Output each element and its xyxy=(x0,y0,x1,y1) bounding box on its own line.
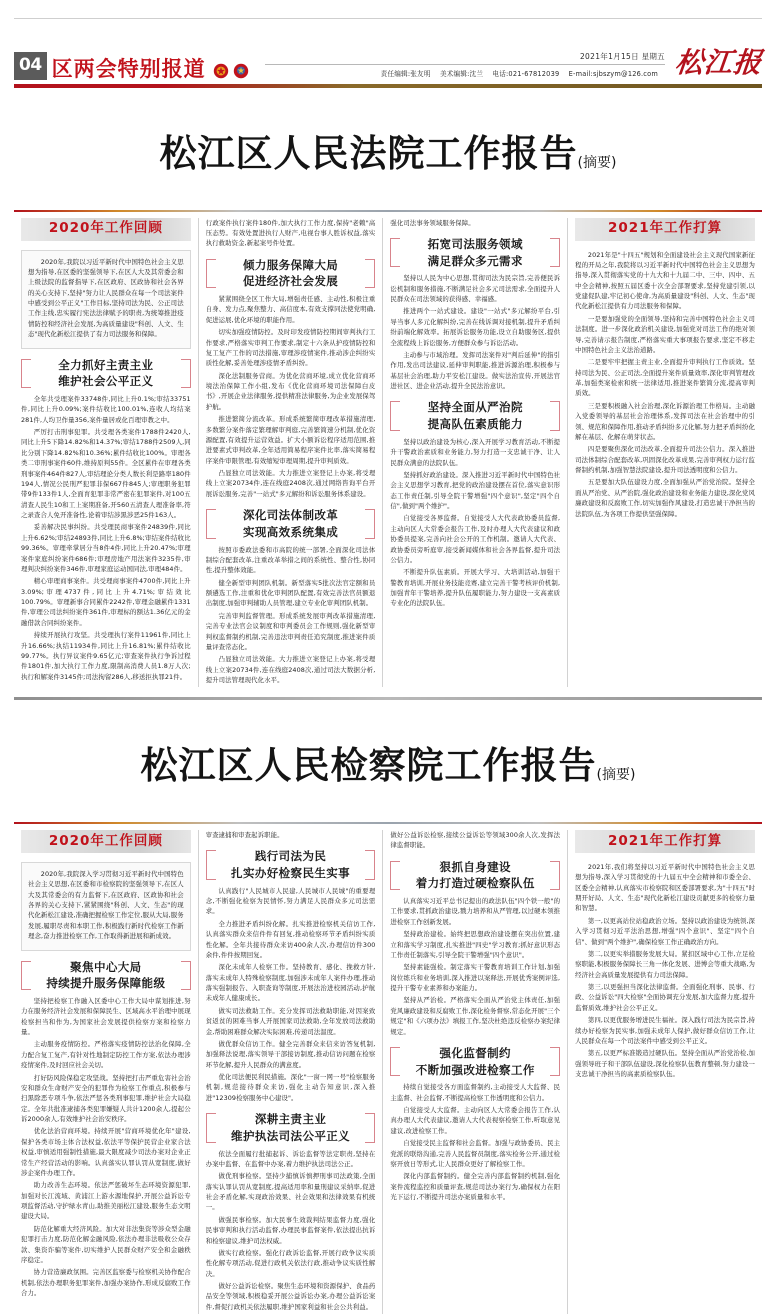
column-4 xyxy=(567,218,762,688)
subhead-line-1: 坚持全面从严治院 xyxy=(400,399,550,416)
emblem-group xyxy=(213,63,249,80)
article-headline-suffix: (摘要) xyxy=(577,154,617,171)
body-paragraph: 2021年,我们将坚持以习近平新时代中国特色社会主义思想为指导,深入学习贯彻党的十九届五中全会精神和市委全会、区委全会精神,认真落实市检察院和区委部署要求,为"十四五"时期开好局、人文、生态"现代化新松江建设贡献更多的检察力量和智慧。 xyxy=(575,862,755,913)
subhead-line-1: 深耕主责主业 xyxy=(216,1111,366,1128)
body-paragraph: 完善审判监督管理。形成系统发展审判改革措施清理,完善专业法官会议制度和审判委员会工作规则,强化新型审判权监督制约机制,完善违法审判责任追究制度,推进案件质量评查常态化。 xyxy=(205,611,376,651)
column-inner xyxy=(575,218,755,521)
body-paragraph: 助力改善生态环境。依法严惩破坏生态环境资源犯罪,加强对长江流域、黄浦江上游水源地保护,开展公益诉讼专项监督活动,守护绿水青山,助推美丽松江建设,服务生态文明建设大局。 xyxy=(21,1181,191,1221)
subhead-line-2: 维护执法司法公平正义 xyxy=(216,1128,366,1145)
column-inner xyxy=(21,830,191,1300)
paragraph-group xyxy=(390,218,560,228)
paragraph-group xyxy=(206,545,376,686)
body-paragraph: 凸显独立司法效能。大力推进立案登记上办案,将受理线上立案20734件,连在线庭2408次,通过司法大数据分析,提升司法管理现代化水平。 xyxy=(205,655,376,684)
body-paragraph: 持续自觉接受各方面监督制约,主动接受人大监督、民主监督、社会监督,不断提高检察工作透明度和公信力。 xyxy=(390,1083,561,1102)
subhead-line-2: 持续提升服务保障能级 xyxy=(31,975,181,992)
paragraph-group xyxy=(21,996,191,1299)
section-name: 区两会特别报道 xyxy=(51,57,206,81)
masthead-credits xyxy=(381,68,665,78)
body-paragraph: 按照市委政法委和市高院的统一部署,全面深化司法体制综合配套改革,注重改革举措之间的系统性、整合性,协同性,提升整体效能。 xyxy=(205,545,376,575)
subhead-line-1: 强化监督制约 xyxy=(400,1045,550,1062)
section-band xyxy=(575,830,755,853)
section-band-label: 2020年工作回顾 xyxy=(48,832,163,849)
body-paragraph: 优化法治营商环境。持续开展"营商环境优化年"建设,保护各类市场主体合法权益,依法平等保护民营企业家合法权益,审慎适用强制性措施,最大限度减少司法办案对企业正常生产经营活动的影响。认真落实认罪认罚从宽制度,做好涉企案件办理工作。 xyxy=(21,1127,191,1177)
body-paragraph: 优化司法便民利民措施。深化"一窗一网一号"检察服务机制,规范接待群众来访,强化主动告知意识,深入推进"12309检察服务中心建设"。 xyxy=(205,1073,376,1102)
body-paragraph: 精心审理商事案件。共受理商事案件4700件,同比上升3.09%;审理4737件,同比上升4.71%;审结效比100.79%。审理新事合同累件2242件,审理金融累件1331件,审理公司法纠纷案件361件,审理标的额达1.36亿元的金融借款合同纠纷案件。 xyxy=(21,577,191,627)
subhead-line-1: 践行司法为民 xyxy=(216,848,366,865)
body-paragraph: 第三,以更强担当深化法律监督。全面强化刑事、民事、行政、公益诉讼"四大检察"全面协调充分发展,加大监督力度,提升监督质效,维护社会公平正义。 xyxy=(575,983,755,1012)
body-paragraph: 2021年是"十四五"规划和全面建设社会主义现代国家新征程的开局之年,我院将以习近平新时代中国特色社会主义思想为指导,深入贯彻落实党的十九大和十九届二中、三中、四中、五中全会精神,按照五届区委十次全会部署要求,坚持党建引领,以党建促队建,牢记初心使命,为高质量建设"科创、人文、生态"现代化新松江提供有力司法服务和保障。 xyxy=(575,250,755,311)
subsection-heading xyxy=(390,1047,560,1076)
body-paragraph: 推进两个一站式建设。建设"一站式"多元解纷平台,引导当事人多元化解纠纷,完善在线诉调对接机制,提升矛盾纠纷前端化解效率。拓展诉讼服务功能,设立自助服务区,提供全流程线上诉讼服务,方便群众参与诉讼活动。 xyxy=(390,307,561,347)
credit-email: E-mail:sjbszym@126.com xyxy=(568,70,658,78)
body-paragraph: 做好公益诉讼检察,接续公益诉讼等领域300余人次,发挥法律监督职能。 xyxy=(390,830,561,850)
body-paragraph: 做优群众信访工作。健全完善群众来信来访答复机制,加强释法说理,落实领导干部接访制度,推动信访问题在检察环节化解,提升人民群众的满意度。 xyxy=(205,1039,376,1069)
paragraph-group xyxy=(390,273,560,391)
paragraph-group xyxy=(21,394,191,682)
body-paragraph: 2020年,我院以习近平新时代中国特色社会主义思想为指导,在区委的坚强领导下,在区人大及其常委会和上级法院的监督指导下,在区政府、区政协和社会各界的关心支持下,坚持"努力让人民群众在每一个司法案件中感受到公平正义"工作目标,坚持司法为民、公正司法工作主线,忠实履行宪法法律赋予的职责,为统筹推进疫情防控和经济社会发展,为高质量建设"科创、人文、生态"现代化新松江提供了有力司法服务和保障。 xyxy=(28,257,184,339)
paragraph-group xyxy=(206,1149,376,1313)
body-paragraph: 第四,以更优服务增进民生福祉。深入践行司法为民宗旨,持续办好检察为民实事,加强未成年人保护,做好群众信访工作,让人民群众在每一个司法案件中感受到公平正义。 xyxy=(575,1016,755,1045)
paragraph-group xyxy=(390,1082,560,1202)
body-paragraph: 审查逮捕和审查起诉职能。 xyxy=(205,830,284,839)
page-number: 04 xyxy=(14,52,47,80)
body-paragraph: 五是要加大队伍建设力度,全面加强从严治党治院。坚持全面从严治党、从严治院,强化政治建设和业务能力建设,深化党风廉政建设和反腐败工作,切实加强作风建设,打造忠诚干净担当的法院队伍,为各项工作提供坚强保障。 xyxy=(575,478,755,518)
body-paragraph: 做实司法救助工作。充分发挥司法救助职能,对因案致贫返贫的困难当事人开展国家司法救助,全年发放司法救助金,帮助困难群众解决实际困难,传递司法温度。 xyxy=(205,1006,376,1036)
body-paragraph: 三是要积极融入社会治理,深化诉源治理工作格局。主动融入党委领导的基层社会治理体系,发挥司法在社会治理中的引领、规范和保障作用,推动矛盾纠纷多元化解,努力把矛盾纠纷化解在基层、化解在萌芽状态。 xyxy=(575,401,755,441)
column-inner xyxy=(575,830,755,1082)
subhead-line-1: 狠抓自身建设 xyxy=(400,859,550,876)
lead-paragraph-box xyxy=(21,862,191,951)
body-paragraph: 做实行政检察。强化行政诉讼监督,开展行政争议实质性化解专项活动,促进行政机关依法行政,推动争议实质性解决。 xyxy=(205,1248,376,1278)
subhead-line-2: 着力打造过硬检察队伍 xyxy=(400,875,550,892)
paragraph-group xyxy=(206,830,376,840)
masthead xyxy=(14,18,762,80)
body-paragraph: 健全新型审判团队机制。新型落实5批次法官定额和员额遴选工作,注重和优化审判团队配置,有效完善法官员额退出制度,加强审判辅助人员管理,建立专业化审判团队机制。 xyxy=(205,578,376,608)
column-1 xyxy=(14,218,198,688)
paragraph-group xyxy=(206,218,376,249)
headline-wrap xyxy=(14,88,762,203)
subsection-heading xyxy=(390,401,560,430)
body-paragraph: 严厉打击刑事犯罪。共受理各类案件1788件2420人,同比上升5下降14.82%和14.37%;审结1788件2509人,同比分别下降14.82%和10.36%;累件结收比100%。审理各类二审刑事案件60件,维持原判55件。全区累件在审理各类刑事案件464件827人,审结理论分类人数长利是路率180件194人,情况公民刑严犯罪非保667件845人;审理职务犯罪带9件133件1人,全面育犯罪非常严密在犯罪案件,对100五清查人民生10和工上案期准备,开560五清查人理准备率,符之录查合人免开准备性,论着审结涉黑涉恶25件163人。 xyxy=(21,428,191,520)
credit-responsible-editor: 责任编辑:张友明 xyxy=(380,70,431,78)
body-paragraph: 坚持以人民为中心思想,贯彻司法为民宗旨,完善便民诉讼机制和服务措施,不断满足社会多元司法需求,全面提升人民群众在司法领域的获得感、幸福感。 xyxy=(390,274,561,304)
body-paragraph: 强化司法事务领域服务保障。 xyxy=(390,218,475,227)
publication-date: 2021年1月15日 星期五 xyxy=(579,52,665,61)
article-headline-suffix: (摘要) xyxy=(596,767,636,784)
column-inner xyxy=(390,218,560,611)
subhead-line-2: 实现高效系统集成 xyxy=(216,524,366,541)
subhead-line-2: 促进经济社会发展 xyxy=(216,273,366,290)
subhead-line-1: 全力抓好主责主业 xyxy=(31,357,181,374)
subhead-line-2: 扎实办好检察民生实事 xyxy=(216,865,366,882)
column-3 xyxy=(382,830,567,1314)
body-paragraph: 防范化解重大经济风险。加大对非法集资等涉众型金融犯罪打击力度,防范化解金融风险,依法办理非法吸收公众存款、集资诈骗等案件,切实维护人民群众财产安全和金融秩序稳定。 xyxy=(21,1224,191,1264)
body-paragraph: 一是要加强党的全面领导,坚持和完善中国特色社会主义司法制度。进一步深化政治机关建设,加强党对司法工作的绝对领导,完善请示报告制度,严格落实重大事项报告要求,坚定不移走中国特色社会主义法治道路。 xyxy=(575,314,755,354)
body-paragraph: 全力推进矛盾纠纷化解。扎实推进检察机关信访工作,认真落实群众来信件件有回复,推动检察环节矛盾纠纷实质性化解。全年共接待群众来访400余人次,办理信访件300余件,件件按期回复。 xyxy=(205,919,376,959)
body-paragraph: 切实加强疫情防控。及时印发疫情防控期间审判执行工作要求,严格落实审判工作要求,制定十六条从护疫情防控和复工复产工作的司法措施,审理涉疫情案件,推动涉企纠纷实质性化解,妥善处理涉疫情矛盾纠纷。 xyxy=(205,328,376,368)
subhead-line-2: 不断加强改进检察工作 xyxy=(400,1062,550,1079)
masthead-info xyxy=(249,51,675,80)
body-paragraph: 主动服务疫情防控。严格落实疫情防控法治化保障,全力配合复工复产,有针对性地制定防控工作方案,依法办理涉疫情案件,及时回应社会关切。 xyxy=(21,1040,191,1070)
section-band-label: 2020年工作回顾 xyxy=(48,220,163,237)
paragraph-group xyxy=(206,886,376,1104)
subsection-heading xyxy=(206,509,376,538)
subhead-line-1: 聚焦中心大局 xyxy=(31,959,181,976)
body-paragraph: 做好公益诉讼检察。聚焦生态环境和资源保护、食品药品安全等领域,积极稳妥开展公益诉讼办案,办理公益诉讼案件,督促行政机关依法履职,维护国家利益和社会公共利益。 xyxy=(205,1282,376,1311)
subhead-line-2: 满足群众多元需求 xyxy=(400,253,550,270)
section-band xyxy=(21,218,191,241)
paragraph-group xyxy=(206,294,376,499)
body-paragraph: 做强民事检察。加大民事生效裁判结果监督力度,强化民事审判和执行活动监督,办理民事监督案件,依法提出抗诉和检察建议,维护司法权威。 xyxy=(205,1215,376,1245)
section-band xyxy=(21,830,191,853)
body-paragraph: 做优刑事检察。坚持少捕慎诉慎押刑事司法政策,全面落实认罪认罚从宽制度,提高适用率和量刑建议采纳率,促进社会矛盾化解,实现政治效果、社会效果和法律效果有机统一。 xyxy=(205,1172,376,1212)
paragraph-group xyxy=(575,250,755,519)
body-paragraph: 自觉接受民主监督和社会监督。加强与政协委员、民主党派的联络沟通,完善人民监督员制度,落实检务公开,通过检察开放日等形式,让人民群众更好了解检察工作。 xyxy=(390,1139,561,1168)
subsection-heading xyxy=(390,861,560,890)
column-1 xyxy=(14,830,198,1314)
body-paragraph: 打好防风险保稳定攻坚战。坚持把打击严重危害社会治安和群众生命财产安全的犯罪作为检察工作重点,积极参与扫黑除恶专项斗争,依法严惩各类刑事犯罪,维护社会大局稳定。全年共批准逮捕各类犯罪嫌疑人共计1200余人,提起公诉2000余人,有效维护社会治安秩序。 xyxy=(21,1073,191,1124)
national-emblem-icon xyxy=(213,63,229,79)
subsection-heading xyxy=(21,359,191,388)
credit-phone: 电话:021-67812039 xyxy=(492,70,560,78)
paragraph-group xyxy=(390,830,560,851)
headline-wrap xyxy=(14,700,762,815)
body-paragraph: 行政案件执行案件180件,加大执行工作力度,保持"老赖"高压态势。有效处置进执行人财产,电视台事人胜诉权益,落实执行救助资金,新起案号件处置。 xyxy=(205,218,376,248)
credit-art-editor: 美术编辑:沈兰 xyxy=(439,70,484,78)
column-inner xyxy=(206,218,376,688)
subhead-line-1: 深化司法体制改革 xyxy=(216,507,366,524)
column-2 xyxy=(198,830,383,1314)
body-paragraph: 深化内部监督制约。健全完善内部监督制约机制,强化案件流程监控和质量评查,规范司法办案行为,确保权力在阳光下运行,不断提升司法办案质量和水平。 xyxy=(390,1172,561,1201)
article-columns xyxy=(14,212,762,688)
article-headline: 松江区人民法院工作报告(摘要) xyxy=(159,131,617,175)
body-paragraph: 四是要聚焦深化司法改革,全面提升司法公信力。深入推进司法体制综合配套改革,巩固深化改革成果,完善审判权力运行监督制约机制,加强智慧法院建设,提升司法透明度和公信力。 xyxy=(575,445,755,475)
body-paragraph: 坚持把检察工作融入区委中心工作大局中谋划推进,努力在服务经济社会发展和保障民生、区域高水平治理中展现检察担当和作为,为国家社会发展提供检察方案和检察力量。 xyxy=(21,996,191,1037)
subsection-heading xyxy=(206,850,376,879)
paragraph-group xyxy=(390,437,560,609)
paper-logo: 松江报 xyxy=(673,46,764,79)
subsection-heading xyxy=(390,238,560,267)
subsection-heading xyxy=(206,259,376,288)
article-2 xyxy=(0,700,776,1314)
body-paragraph: 自觉接受各界监督。自觉接受人大代表政协委员监督,主动向区人大常委会报告工作,及时办理人大代表建议和政协委员提案,完善向社会公开的工作机制。邀请人大代表、政协委员旁听庭审,接受新闻媒体和社会各界监督,提升司法公信力。 xyxy=(390,514,561,564)
articles-root xyxy=(0,88,776,1314)
body-paragraph: 坚持素能强检。制定落实干警教育培训工作计划,加强岗位练兵和业务培训,深入推进以案释法,开展优秀案例评选,提升干警专业素养和办案能力。 xyxy=(390,963,561,993)
body-paragraph: 紧紧围绕全区工作大局,增强责任感、主动性,积极注重自身、发力点,聚焦整力、高信度本,有效支撑同法使党明确,促进运展,优化环境的职能作用。 xyxy=(205,295,376,324)
body-paragraph: 坚持抓好政治建设。深入推进习近平新时代中国特色社会主义思想学习教育,把党的政治建设摆在首位,落实意识形态工作责任制,引导全院干警增强"四个意识",坚定"四个自信",做到"两个维护"。 xyxy=(390,470,561,510)
body-paragraph: 坚持以政治建设为核心,深入开展学习教育活动,不断提升干警政治素质和业务能力,努力打造一支忠诚干净、让人民群众满意的法院队伍。 xyxy=(390,437,561,467)
subhead-line-2: 维护社会公平正义 xyxy=(31,373,181,390)
column-inner xyxy=(390,830,560,1204)
lead-paragraph-box xyxy=(21,250,191,349)
body-paragraph: 不断提升队伍素质。开展大学习、大培训活动,加强干警教育培训,开展业务技能竞赛,建立完善干警考核评价机制,加强青年干警培养,提升队伍履职能力,努力建设一支高素质专业化的法院队伍。 xyxy=(390,568,561,608)
column-3 xyxy=(382,218,567,688)
article-1 xyxy=(0,88,776,687)
body-paragraph: 主动参与市域治理。发挥司法案件对"判后延伸"的指引作用,发出司法建议,延伸审判职能,推进诉源治理,积极参与基层社会治理,助力平安松江建设。做实法治宣传,开展法官进社区、进企业活动,提升全民法治意识。 xyxy=(390,350,561,391)
column-inner xyxy=(21,218,191,684)
body-paragraph: 自觉接受人大监督。主动向区人大常委会报告工作,认真办理人大代表建议,邀请人大代表视察检察工作,听取意见建议,改进检察工作。 xyxy=(390,1106,561,1135)
article-columns xyxy=(14,824,762,1314)
body-paragraph: 第二,以更实举措服务发展大局。紧扣区域中心工作,立足检察职能,积极服务保障长三角一体化发展、进博会等重大战略,为经济社会高质量发展提供有力司法保障。 xyxy=(575,949,755,979)
paragraph-group xyxy=(575,862,755,1080)
column-inner xyxy=(206,830,376,1314)
section-band xyxy=(575,218,755,241)
body-paragraph: 深化未成年人检察工作。坚持教育、感化、挽救方针,落实未成年人特殊检察制度,加强涉未成年人案件办理,推动落实强制报告、入职查询等制度,开展法治进校园活动,护航未成年人健康成长。 xyxy=(205,963,376,1003)
subsection-heading xyxy=(206,1113,376,1142)
subhead-line-2: 提高队伍素质能力 xyxy=(400,416,550,433)
body-paragraph: 妥善解决民事纠纷。共受理民商事案件24839件,同比上升6.62%;审结24893件,同比上升6.8%;审结案件结收比99.36%。审理牵掌居分当8件4件,同比上升20.47%;审理案件家庭纠纷案件686件;审理房地产用法案件3235件,审理判决纠纷案件346件,审理家庭运动国同法,审理484件。 xyxy=(21,523,191,573)
body-paragraph: 坚持政治建检。始终把思想政治建设摆在突出位置,建立和落实学习制度,扎实推进"四史"学习教育;抓好意识形态工作责任制落实,引导全院干警增强"四个意识"。 xyxy=(390,930,561,959)
body-paragraph: 深化法制服务营商。为优化营商环境,成立优化营商环境法治保障工作小组,发布《优化营商环境司法保障白皮书》,开展企业法律服务,提供精准法律服务,为企业发展保驾护航。 xyxy=(205,371,376,411)
body-paragraph: 2020年,我院深入学习贯彻习近平新时代中国特色社会主义思想,在区委和市检察院的坚强领导下,在区人大及其常委会的有力监督下,在区政府、区政协和社会各界的关心支持下,紧紧围绕"科创、人文、生态"的现代化新松江建设,准确把握检察工作定位,服从大局,服务发展,履职尽责和本职工作,积极践行新时代检察工作新理念,奋力推进检察工作,工作取得新进展和新成效。 xyxy=(28,869,184,941)
body-paragraph: 依法全面履行批捕起诉、诉讼监督等法定职责,坚持在办案中监督、在监督中办案,着力维护执法司法公正。 xyxy=(205,1149,376,1168)
masthead-rule xyxy=(265,64,665,65)
body-paragraph: 第五,以更严标准锻造过硬队伍。坚持全面从严治党治检,加强领导班子和干部队伍建设,深化检察队伍教育整顿,努力建设一支忠诚干净担当的高素质检察队伍。 xyxy=(575,1049,755,1079)
cppcc-emblem-icon xyxy=(233,63,249,79)
body-paragraph: 协力营造廉政氛围。完善区监察委与检察机关协作配合机制,依法办理职务犯罪案件,加强办案协作,形成反腐败工作合力。 xyxy=(21,1268,191,1298)
body-paragraph: 坚持从严治检。严格落实全面从严治党主体责任,加强党风廉政建设和反腐败工作,深化检务督察,常态化开展"三个规定"和《六项办法》填报工作,坚决杜绝违反检察办案纪律规定。 xyxy=(390,996,561,1036)
subhead-line-1: 拓宽司法服务领域 xyxy=(400,236,550,253)
body-paragraph: 凸显独立司法效能。大力推进立案登记上办案,将受理线上立案20734件,连在线庭2408次,通过网络咨询平台开展诉讼服务,完善"一站式"多元解纷和诉讼服务体系建设。 xyxy=(205,469,376,498)
body-paragraph: 认真落实习近平总书记提出的政法队伍"四个铁一般"的工作要求,贯抓政治建设,戮力培养和从严管理,以过硬本领推进检察工作创新发展。 xyxy=(390,897,561,926)
article-headline: 松江区人民检察院工作报告(摘要) xyxy=(140,744,636,788)
body-paragraph: 认真践行"人民城市人民建,人民城市人民城"的重要理念,不断强化检察为民情怀,努力满足人民群众多元司法需求。 xyxy=(205,886,376,916)
paragraph-group xyxy=(390,896,560,1037)
body-paragraph: 全年共受理案件33748件,同比上升0.1%;审结33751件,同比上升0.09%;案件结收比100.01%,连收人均结案281件,人均卫作量356,案件量居或化百理审教之中。 xyxy=(21,394,191,424)
column-2 xyxy=(198,218,383,688)
body-paragraph: 二是要牢牢把握主责主业,全面提升审判执行工作质效。坚持司法为民、公正司法,全面提升案件质量效率,深化审判管理改革,加强类案检索和统一法律适用,推进案件繁简分流,提高审判质效。 xyxy=(575,358,755,398)
subsection-heading xyxy=(21,961,191,990)
body-paragraph: 持续开展执行攻坚。共受理执行案件11961件,同比上升16.66%;执结11934件,同比上升16.81%;累件结收比99.77%。执行异议案件9.65亿元;审查案件执行争诉过程件1801件,加大执行工作力度,限制高消费人员1.8万人次;执行和解案件3145件;司法拘留286人,移送拒执罪21件。 xyxy=(21,631,191,681)
section-band-label: 2021年工作打算 xyxy=(608,220,723,237)
column-4 xyxy=(567,830,762,1314)
body-paragraph: 推进繁简分流改革。形成系统繁简审理改革措施清理,多数繁分案件落定繁理解审判庭,完善繁简速分机制,优化资源配置,有效提升运营效益。扩大小额诉讼程序适用范围,推进要素式审判改革,全年适用简易程序案件比率,落实简易程序案件审限管理,有效缩短审理周期,提升审判质效。 xyxy=(205,415,376,465)
body-paragraph: 第一,以更高站位站稳政治立场。坚持以政治建设为统领,深入学习贯彻习近平法治思想,增强"四个意识"、坚定"四个自信"、做到"两个维护",确保检察工作正确政治方向。 xyxy=(575,916,755,946)
section-band-label: 2021年工作打算 xyxy=(608,832,723,849)
subhead-line-1: 倾力服务保障大局 xyxy=(216,257,366,274)
